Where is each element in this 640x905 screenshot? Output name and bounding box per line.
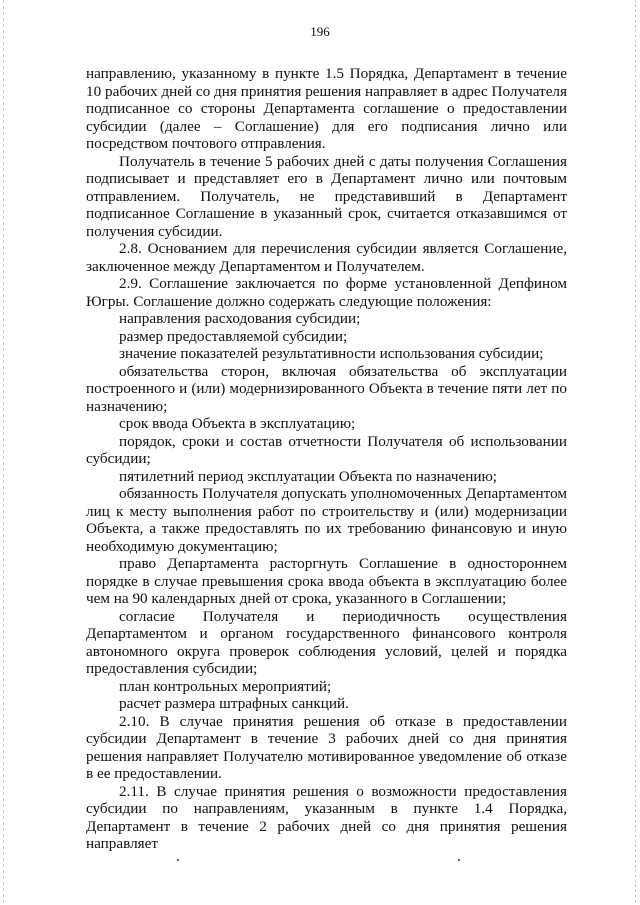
document-body <box>86 65 567 853</box>
list-item: план контрольных мероприятий; <box>119 677 332 695</box>
list-item: размер предоставляемой субсидии; <box>119 327 348 345</box>
paragraph: Получатель в течение 5 рабочих дней с даты получения Соглашения подписывает и представляет его в Департамент лично или почтовым отправлением. Получатель, не представивший в Департамент подписанное Соглашение в указанный срок, считается отказавшимся от получения субсидии. <box>86 152 567 240</box>
list-item: направления расходования субсидии; <box>119 310 361 327</box>
list-item: порядок, сроки и состав отчетности Получателя об использовании субсидии; <box>86 432 567 467</box>
scan-edge-right <box>635 0 636 905</box>
paragraph: 2.11. В случае принятия решения о возможности предоставления субсидии по направлениям, указанным в пункте 1.4 Порядка, Департамент в течение 2 рабочих дней со дня принятия решения направляет <box>86 782 567 852</box>
paragraph: направлению, указанному в пункте 1.5 Порядка, Департамент в течение 10 рабочих дней со дня принятия решения направляет в адрес Получателя подписанное со стороны Департамента соглашение о предоставлении субсидии (далее – Соглашение) для его подписания лично или посредством почтового отправления. <box>86 65 568 152</box>
list-item: расчет размера штрафных санкций. <box>119 695 349 712</box>
scan-speck <box>177 859 179 861</box>
paragraph: 2.9. Соглашение заключается по форме установленной Депфином Югры. Соглашение должно содержать следующие положения: <box>86 275 567 310</box>
paragraph: 2.10. В случае принятия решения об отказе в предоставлении субсидии Департамент в течение 3 рабочих дней со дня принятия решения направляет Получателю мотивированное уведомление об отказе в ее предоставлении. <box>86 712 567 782</box>
paragraph: 2.8. Основанием для перечисления субсидии является Соглашение, заключенное между Департаментом и Получателем. <box>86 240 567 275</box>
list-item: значение показателей результативности использования субсидии; <box>119 345 544 362</box>
list-item: обязанность Получателя допускать уполномоченных Департаментом лиц к месту выполнения работ по строительству и (или) модернизации Объекта, а также предоставлять по их требованию финансовую и иную необходимую документацию; <box>86 485 567 555</box>
list-item: право Департамента расторгнуть Соглашение в одностороннем порядке в случае превышения срока ввода объекта в эксплуатацию более чем на 90 календарных дней от срока, указанного в Соглашении; <box>86 555 567 607</box>
scan-edge-left <box>3 0 4 905</box>
list-item: пятилетний период эксплуатации Объекта по назначению; <box>119 467 498 485</box>
list-item: обязательства сторон, включая обязательства об эксплуатации построенного и (или) модернизированного Объекта в течение пяти лет по назначению; <box>86 362 567 415</box>
page-number: 196 <box>310 24 330 39</box>
scan-speck <box>458 859 460 861</box>
list-item: согласие Получателя и периодичность осуществления Департаментом и органом государственного финансового контроля автономного округа проверок соблюдения условий, целей и порядка предоставления субсидии; <box>86 607 567 677</box>
list-item: срок ввода Объекта в эксплуатацию; <box>119 415 356 432</box>
